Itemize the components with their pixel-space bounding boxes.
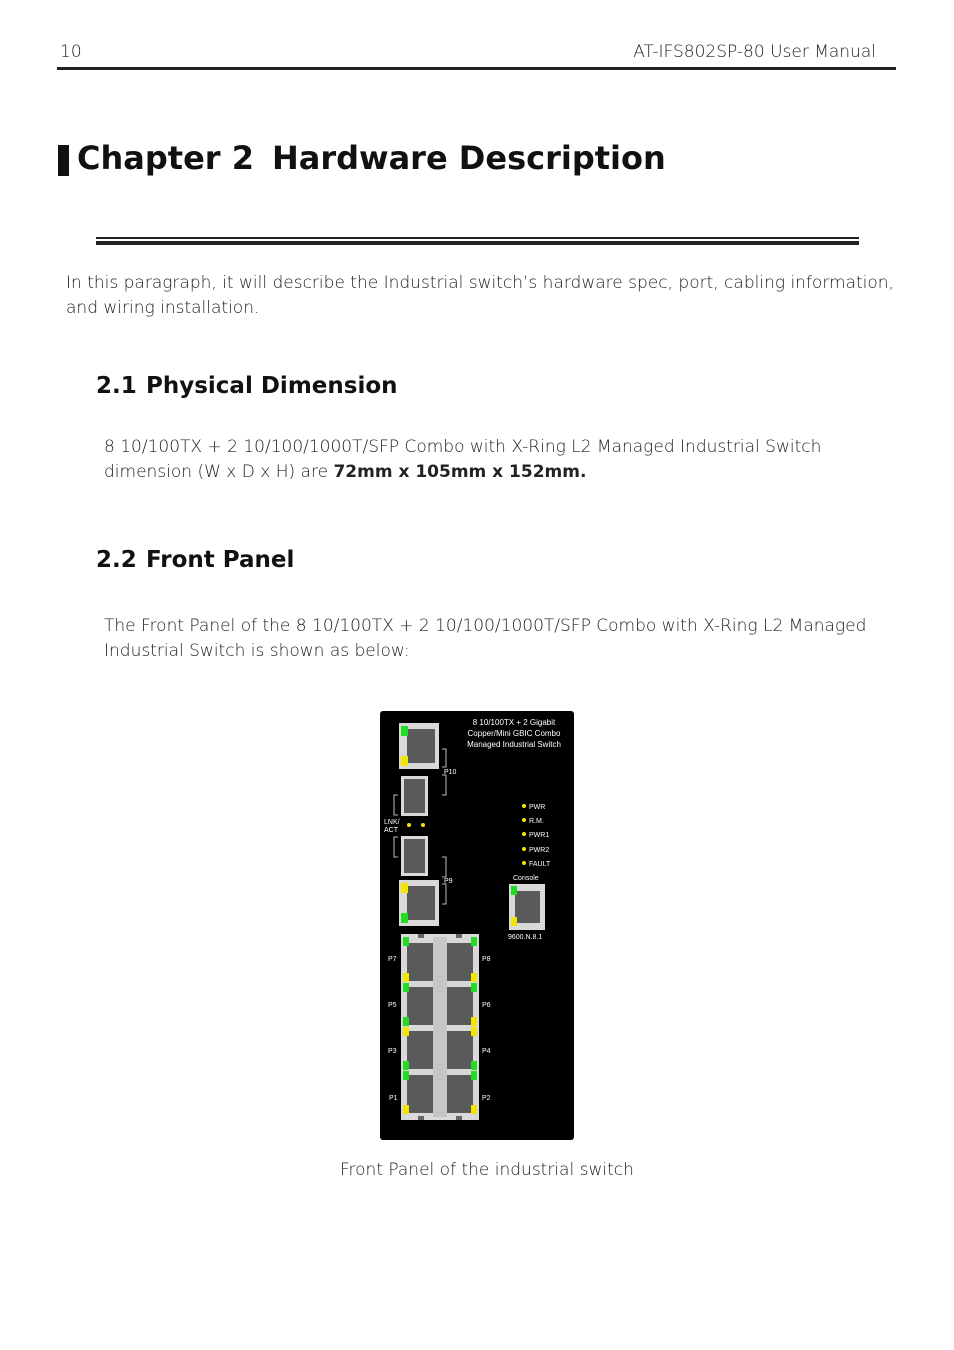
product-line-3: Managed Industrial Switch — [467, 740, 561, 749]
page-number: 10 — [60, 42, 82, 62]
latch-top-right — [456, 934, 462, 938]
port-p10-rj45 — [399, 723, 439, 769]
label-lnk: LNK/ — [384, 819, 400, 826]
led-rm — [522, 818, 526, 822]
section-title: Physical Dimension — [146, 373, 398, 399]
label-p6: P6 — [482, 1002, 491, 1009]
port-p8 — [447, 937, 477, 982]
dimension-value: 72mm x 105mm x 152mm. — [333, 462, 587, 482]
label-p8: P8 — [482, 956, 491, 963]
front-panel-paragraph: The Front Panel of the 8 10/100TX + 2 10/100/1000T/SFP Combo with X-Ring L2 Managed Industrial Switch is shown as below: — [104, 616, 867, 661]
led-fault — [522, 861, 526, 865]
front-panel-figure — [380, 711, 574, 1140]
section-heading-front-panel — [96, 547, 294, 573]
label-p5: P5 — [388, 1002, 397, 1009]
port-p9-rj45 — [399, 880, 439, 926]
led-label-pwr2: PWR2 — [529, 847, 550, 854]
chapter-marker — [58, 145, 69, 176]
port-p3 — [403, 1027, 433, 1070]
section-number: 2.1 — [96, 373, 137, 399]
rj45-port-block — [401, 934, 479, 1120]
led-pwr — [522, 804, 526, 808]
port-p2 — [447, 1071, 477, 1114]
port-p6 — [447, 983, 477, 1026]
dimension-paragraph — [104, 435, 894, 485]
console-label: Console — [513, 875, 539, 882]
port-block-divider — [433, 937, 447, 1117]
led-label-fault: FAULT — [529, 861, 551, 868]
label-p7: P7 — [388, 956, 397, 963]
label-p1: P1 — [389, 1095, 398, 1102]
port-p4 — [447, 1027, 477, 1070]
label-p9: P9 — [444, 878, 453, 885]
port-p7 — [403, 937, 433, 982]
latch-bottom-right — [456, 1116, 462, 1120]
console-port — [509, 884, 545, 930]
intro-paragraph: In this paragraph, it will describe the Industrial switch’s hardware spec, port, cabling information, and wiring installation. — [66, 273, 894, 318]
sfp-slot-p10 — [401, 776, 428, 816]
dimension-text: 8 10/100TX + 2 10/100/1000T/SFP Combo with X-Ring L2 Managed Industrial Switch dimension (W x D x H) are — [104, 437, 822, 482]
latch-top-left — [418, 934, 424, 938]
led-label-rm: R.M. — [529, 818, 544, 825]
label-act: ACT — [384, 827, 398, 834]
latch-bottom-left — [418, 1116, 424, 1120]
led-label-pwr1: PWR1 — [529, 832, 550, 839]
led-pwr1 — [522, 832, 526, 836]
manual-title: AT-IFS802SP-80 User Manual — [633, 42, 876, 62]
port-p5 — [403, 983, 433, 1026]
label-p10: P10 — [444, 769, 457, 776]
product-line-2: Copper/Mini GBIC Combo — [467, 729, 561, 738]
lnk-led-2 — [421, 823, 425, 827]
chapter-title — [77, 139, 666, 177]
led-pwr2 — [522, 847, 526, 851]
label-p3: P3 — [388, 1048, 397, 1055]
port-p1 — [403, 1071, 433, 1114]
header-rule — [57, 67, 896, 70]
lnk-led-1 — [407, 823, 411, 827]
section-heading-physical-dimension — [96, 373, 398, 399]
console-setting: 9600.N.8.1 — [508, 934, 543, 941]
label-p4: P4 — [482, 1048, 491, 1055]
chapter-rule-thick — [96, 241, 859, 245]
sfp-slot-p9 — [401, 836, 428, 876]
led-label-pwr: PWR — [529, 804, 546, 811]
section-title: Front Panel — [146, 547, 295, 573]
chapter-name: Hardware Description — [271, 139, 666, 177]
chapter-number: Chapter 2 — [77, 139, 254, 177]
label-p2: P2 — [482, 1095, 491, 1102]
chapter-rule-thin — [96, 237, 859, 239]
section-number: 2.2 — [96, 547, 137, 573]
figure-caption: Front Panel of the industrial switch — [340, 1160, 634, 1180]
product-line-1: 8 10/100TX + 2 Gigabit — [472, 718, 556, 727]
